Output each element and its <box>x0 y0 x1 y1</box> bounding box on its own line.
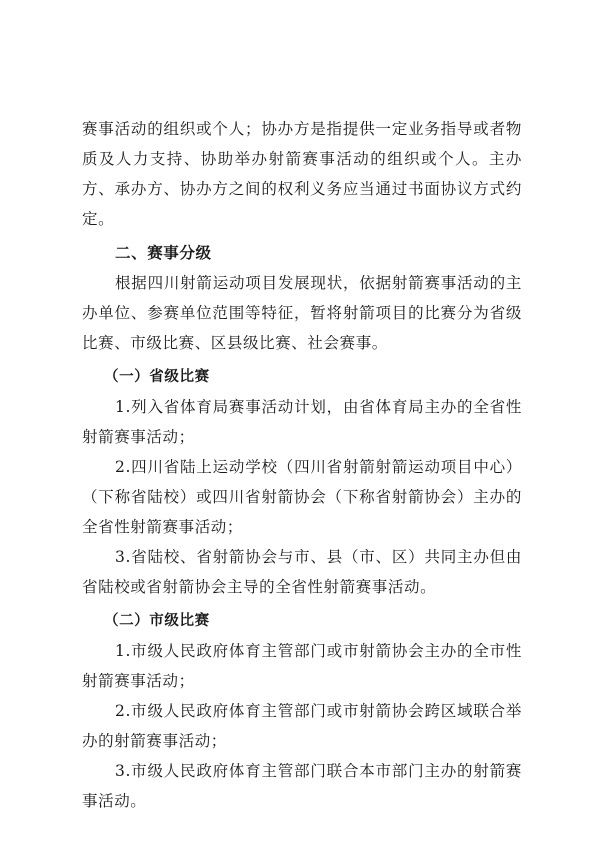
list-item: 3.市级人民政府体育主管部门联合本市部门主办的射箭赛事活动。 <box>82 762 522 810</box>
list-item: 3.省陆校、省射箭协会与市、县（市、区）共同主办但由省陆校或省射箭协会主导的全省性射箭赛事活动。 <box>82 548 522 596</box>
list-item: 2.四川省陆上运动学校（四川省射箭射箭运动项目中心）（下称省陆校）或四川省射箭协会（下称省射箭协会）主办的全省性射箭赛事活动； <box>82 458 522 536</box>
list-item: 1.市级人民政府体育主管部门或市射箭协会主办的全市性射箭赛事活动； <box>82 642 522 690</box>
list-item: 2.市级人民政府体育主管部门或市射箭协会跨区域联合举办的射箭赛事活动； <box>82 702 522 750</box>
list-item: 1.列入省体育局赛事活动计划，由省体育局主办的全省性射箭赛事活动； <box>82 398 522 446</box>
document-page <box>82 114 522 816</box>
subheading-provincial: （一）省级比赛 <box>104 369 210 385</box>
section-heading-classification: 二、赛事分级 <box>115 244 212 262</box>
intro-paragraph: 赛事活动的组织或个人；协办方是指提供一定业务指导或者物质及人力支持、协助举办射箭赛事活动的组织或个人。主办方、承办方、协办方之间的权利义务应当通过书面协议方式约定。 <box>82 120 522 228</box>
section-body-classification: 根据四川射箭运动项目发展现状，依据射箭赛事活动的主办单位、参赛单位范围等特征，暂将射箭项目的比赛分为省级比赛、市级比赛、区县级比赛、社会赛事。 <box>82 274 522 352</box>
subheading-municipal: （二）市级比赛 <box>104 613 210 629</box>
